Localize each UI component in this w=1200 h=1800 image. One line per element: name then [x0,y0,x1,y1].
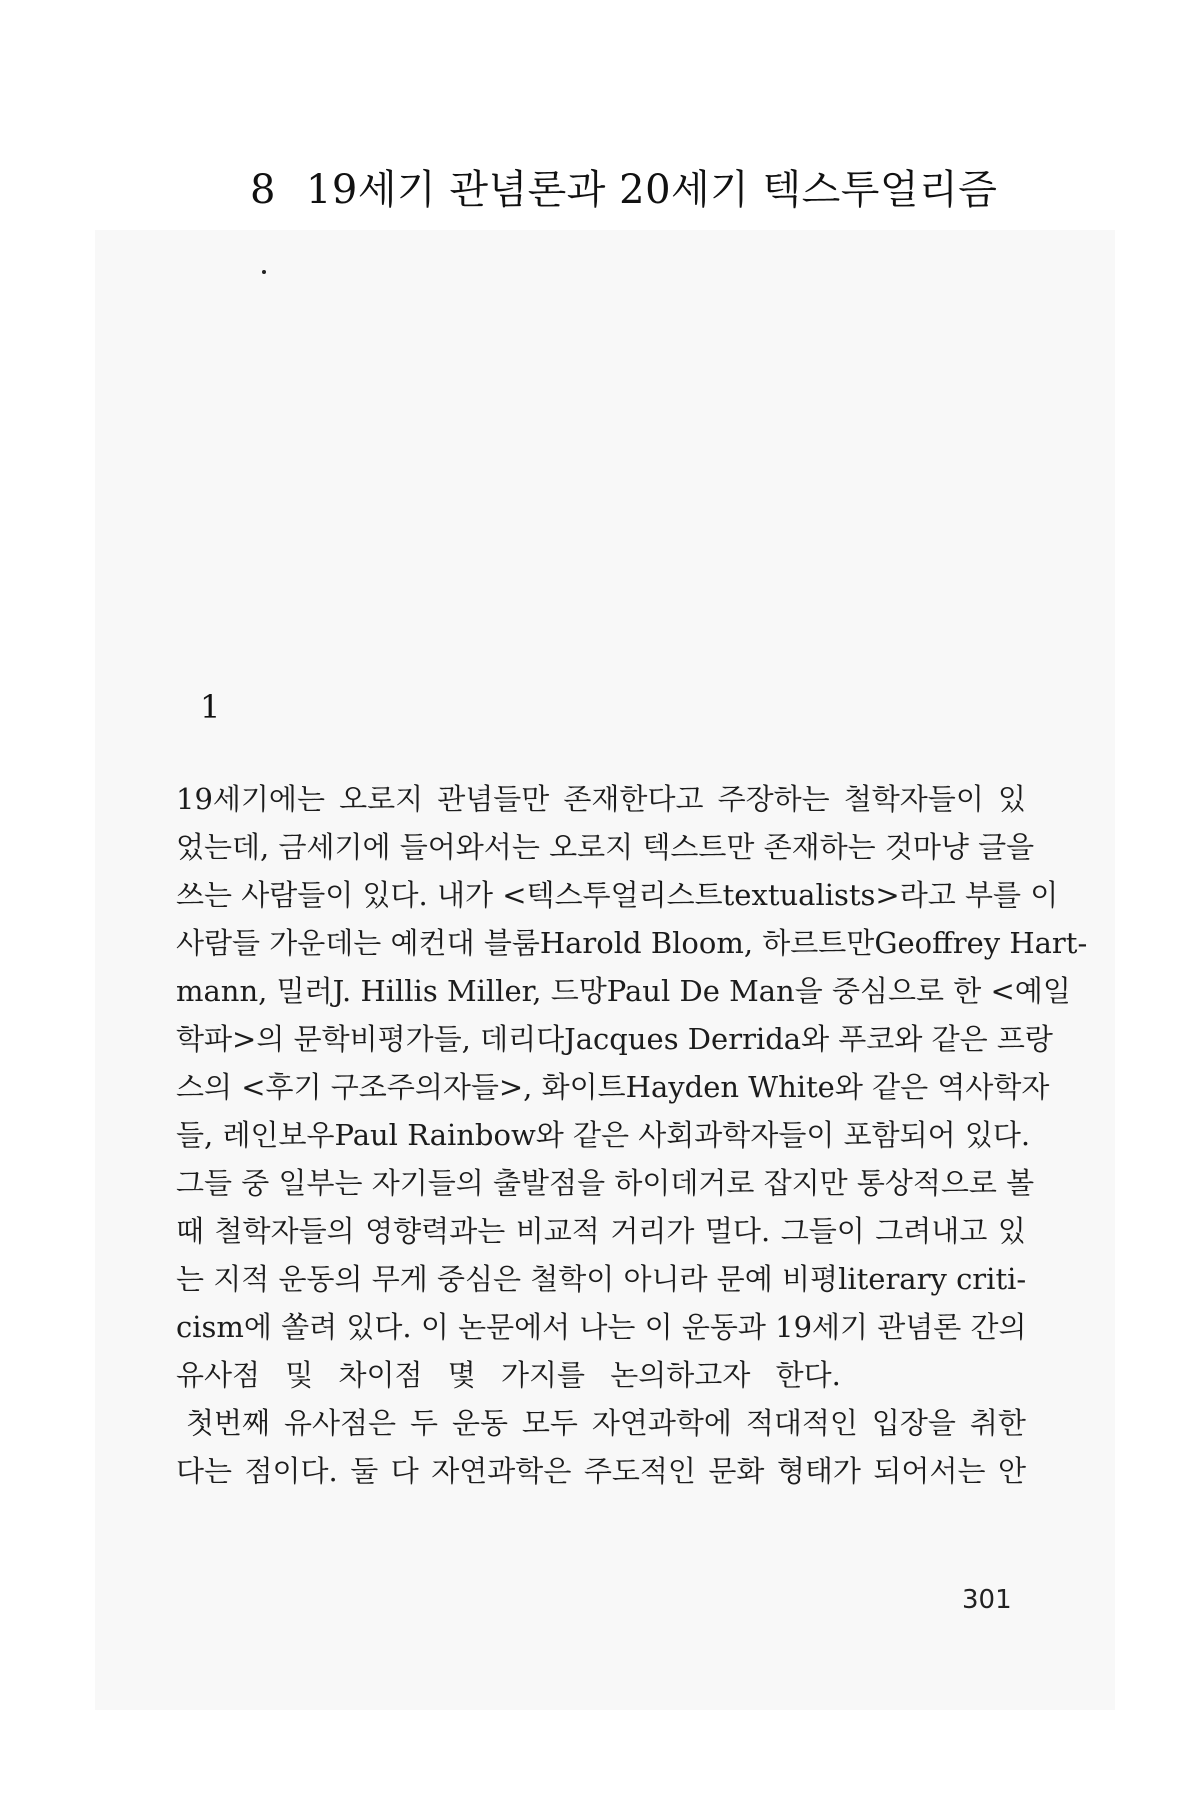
word: 운동의 [278,1262,372,1296]
word: 문학비평가들, [293,1022,481,1056]
word: 가운데는 [269,926,391,960]
word: criti- [956,1262,1027,1296]
word: 차이점 [338,1358,432,1392]
word: 유사점 [176,1358,270,1392]
word: 밀러J. [276,974,361,1008]
word: 이 [420,1310,459,1344]
word: 중 [241,1166,279,1200]
word: 철학자들의 [214,1214,364,1248]
word: 이 [644,1310,682,1344]
word: 몇 [447,1358,485,1392]
word: 자기들의 [371,1166,494,1200]
text-line [176,1207,1026,1255]
text-line [176,1255,1026,1303]
word: White와 [748,1070,873,1104]
word: 영향력과는 [365,1214,515,1248]
word: 중심으로 [831,974,954,1008]
word: 철학이 [530,1262,624,1296]
word: 그려내고 [875,1214,997,1248]
word: 비교적 [515,1214,610,1248]
word: Miller, [446,974,551,1008]
word: 모두 [521,1406,588,1440]
word: 및 [285,1358,323,1392]
word: 학파>의 [176,1022,294,1056]
word: 었는데, [176,830,279,864]
word: <예일 [990,974,1071,1008]
word: 멀다. [704,1214,780,1248]
word: 일부는 [278,1166,372,1200]
body-text [176,775,1088,1495]
word: 운동 [451,1406,518,1440]
word: 이 [1030,878,1059,912]
chapter-number: 8 [250,167,276,213]
word: 것마냥 [884,830,979,864]
word: 중심은 [437,1262,531,1296]
word: 출발점을 [493,1166,615,1200]
word: 있 [997,1214,1026,1248]
word: Hart- [1009,926,1088,960]
word: 자연과학은 [431,1454,581,1488]
chapter-title: 19세기 관념론과 20세기 텍스투얼리즘 [305,167,998,213]
word: 부를 [964,878,1031,912]
word: 간의 [970,1310,1027,1344]
word: 있다. [964,1118,1031,1152]
word: 볼 [1006,1166,1035,1200]
word: cism에 [176,1310,282,1344]
word: 구조주의자들>, [330,1070,542,1104]
word: 내가 [437,878,503,912]
word: 입장을 [871,1406,966,1440]
section-number: 1 [200,688,221,726]
word: 관념들만 [437,782,559,816]
word: 첫번째 [186,1406,280,1440]
word: 문예 [716,1262,783,1296]
word: 비평literary [782,1262,957,1296]
word: 주장하는 [717,782,839,816]
text-line [176,775,1026,823]
text-line [176,871,1059,919]
word: 블룸Harold [483,926,651,960]
word: 자연과학에 [591,1406,742,1440]
word: 적대적인 [745,1406,868,1440]
word: 점이다. [244,1454,347,1488]
word: 그들이 [780,1214,874,1248]
word: 안 [997,1454,1026,1488]
word: 사람들이 [241,878,363,912]
text-line [176,1447,1026,1495]
word: 글을 [978,830,1035,864]
word: 있다. [362,878,437,912]
text-line [176,1159,1035,1207]
word: 데리다Jacques [480,1022,688,1056]
word: 유사점은 [283,1406,406,1440]
text-line [176,919,1088,967]
word: 19세기에는 [176,782,335,816]
word: 그들 [176,1166,242,1200]
word: 프랑 [996,1022,1053,1056]
word: 오로지 [339,782,433,816]
text-line [176,1111,1031,1159]
page-number: 301 [962,1585,1012,1615]
word: 되어서는 [873,1454,995,1488]
word: 때 [176,1214,214,1248]
paragraph [176,775,1088,1399]
word: 텍스트만 [642,830,764,864]
word: 논의하고자 [610,1358,760,1392]
paragraph [176,1399,1026,1495]
word: 같은 [872,1070,938,1104]
word: 쓰는 [176,878,242,912]
word: 무게 [371,1262,437,1296]
text-line [176,1399,1026,1447]
word: 가지를 [501,1358,595,1392]
stray-mark [262,270,266,274]
text-line [176,1015,1053,1063]
word: De [679,974,730,1008]
text-line [176,1303,1026,1351]
word: mann, [176,974,277,1008]
word: Derrida와 [687,1022,839,1056]
word: 존재한다고 [563,782,713,816]
word: 한다. [775,1358,841,1392]
word: 다 [390,1454,428,1488]
word: 금세기에 [278,830,400,864]
text-line [176,823,1035,871]
word: 존재하는 [763,830,885,864]
word: 있다. [346,1310,421,1344]
word: 사람들 [176,926,270,960]
word: 잡지만 [763,1166,857,1200]
word: 지적 [213,1262,279,1296]
word: 화이트Hayden [541,1070,749,1104]
word: 관념론 [877,1310,971,1344]
word: 들, [176,1118,223,1152]
word: 주도적인 [583,1454,706,1488]
word: 포함되어 [843,1118,965,1152]
word: 다는 [176,1454,242,1488]
word: 드망Paul [550,974,680,1008]
word: 운동과 [681,1310,776,1344]
word: 논문에서 [458,1310,580,1344]
word: Man을 [729,974,832,1008]
word: 통상적으로 [856,1166,1007,1200]
word: 예컨대 [390,926,484,960]
word: 하이데거로 [614,1166,764,1200]
word: 거리가 [610,1214,704,1248]
word: <후기 [241,1070,331,1104]
word: 같은 [573,1118,639,1152]
word: 나는 [579,1310,645,1344]
word: 하르트만Geoffrey [762,926,1010,960]
word: 철학자들이 [843,782,994,816]
word: 있 [997,782,1026,816]
word: 한 [953,974,991,1008]
word: 아니라 [623,1262,717,1296]
word: 들어와서는 [399,830,550,864]
word: 사회과학자들이 [638,1118,844,1152]
text-line [176,1351,1026,1399]
word: 19세기 [775,1310,878,1344]
word: 형태가 [776,1454,871,1488]
word: Bloom, [650,926,763,960]
word: 두 [409,1406,448,1440]
word: 레인보우Paul [222,1118,408,1152]
text-line [176,1063,1050,1111]
word: 스의 [176,1070,242,1104]
text-line [176,967,1071,1015]
word: 둘 [350,1454,388,1488]
word: 문화 [708,1454,774,1488]
word: 푸코와 [838,1022,932,1056]
chapter-heading [250,158,1030,215]
word: 오로지 [549,830,643,864]
word: 역사학자 [937,1070,1050,1104]
word: 같은 [931,1022,997,1056]
word: 취한 [969,1406,1026,1440]
word: Rainbow와 [407,1118,574,1152]
word: Hillis [360,974,447,1008]
word: 쏠려 [281,1310,347,1344]
word: <텍스투얼리스트textualists>라고 [502,878,965,912]
word: 는 [176,1262,214,1296]
